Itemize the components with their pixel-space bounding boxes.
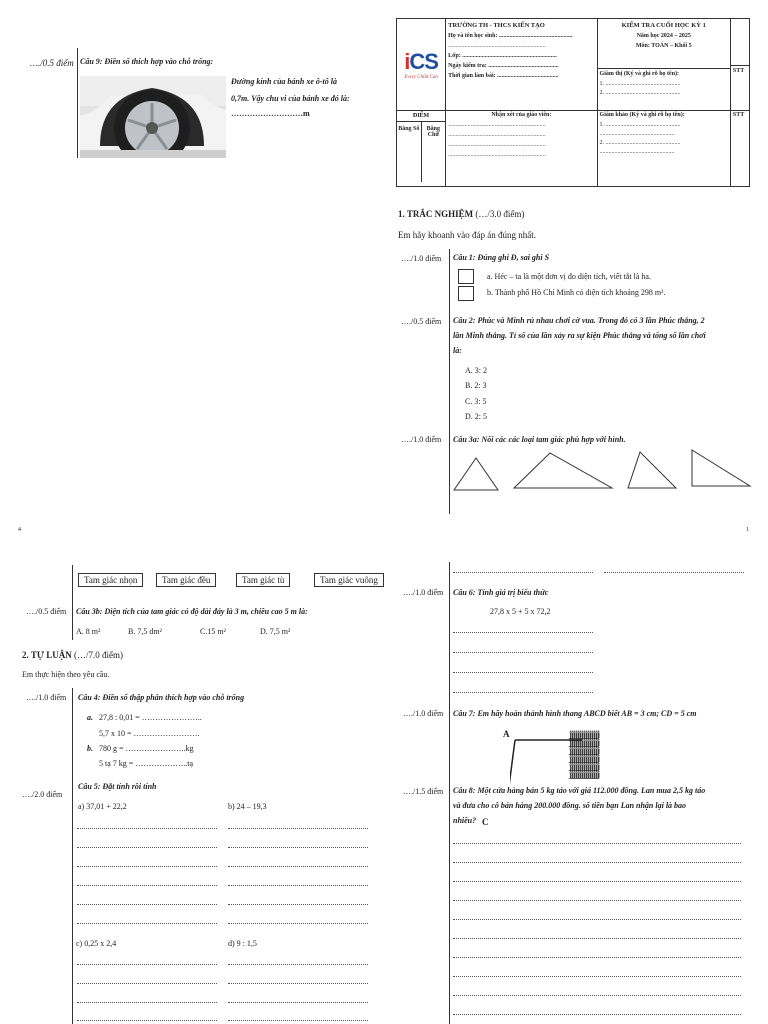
q1b-text: b. Thành phố Hồ Chí Minh có diện tích khoảng 298 m². [487, 288, 666, 297]
q9-text-1: Đường kính của bánh xe ô-tô là [231, 77, 337, 86]
part2-instruction: Em thực hiện theo yêu cầu. [22, 670, 110, 679]
part1-instruction: Em hãy khoanh vào đáp án đúng nhất. [398, 230, 536, 240]
divider [77, 48, 78, 158]
divider [72, 688, 73, 1024]
q5c: c) 0,25 x 2,4 [76, 939, 117, 948]
point-c-label: C [482, 817, 489, 827]
answer-line[interactable] [453, 938, 741, 939]
stt-label-1: STT [732, 68, 745, 74]
q1a-checkbox[interactable] [458, 269, 474, 284]
answer-line[interactable] [228, 828, 368, 829]
answer-line[interactable] [453, 862, 741, 863]
q6-expression: 27,8 x 5 + 5 x 72,2 [490, 607, 551, 616]
score-number-label: Bằng Số [397, 122, 422, 182]
q4a1[interactable]: 27,8 : 0,01 = ………………….. [99, 713, 202, 722]
q1-title: Câu 1: Đúng ghi Đ, sai ghi S [453, 253, 550, 262]
divider [449, 249, 450, 514]
score-label: ĐIỂM [397, 111, 445, 122]
q3b-option-b[interactable]: B. 7,5 dm² [128, 627, 162, 636]
answer-line[interactable] [228, 866, 368, 867]
answer-line[interactable] [453, 652, 593, 653]
answer-line[interactable] [453, 976, 741, 977]
answer-line[interactable] [228, 1002, 368, 1003]
page-number-right: 1 [746, 527, 749, 533]
q2-line-2: lần Minh thắng. Tỉ số của lần xảy ra sự kiện Phúc thắng và tổng số lần chơi [453, 331, 706, 340]
teacher-comment-label: Nhận xét của giáo viên: [491, 112, 552, 118]
label-tam-giac-tu[interactable]: Tam giác tù [236, 573, 290, 587]
answer-line[interactable] [453, 957, 741, 958]
triangle-figures [452, 448, 752, 493]
q8-line-3: nhiêu? [453, 816, 477, 825]
invigilator-line-1[interactable]: 1. .................................................. [599, 81, 681, 87]
label-tam-giac-vuong[interactable]: Tam giác vuông [314, 573, 384, 587]
triangle-right-2[interactable] [692, 450, 750, 486]
school-logo [397, 19, 446, 111]
q3b-option-a[interactable]: A. 8 m² [76, 627, 101, 636]
q6-title: Câu 6: Tính giá trị biểu thức [453, 588, 549, 597]
label-tam-giac-deu[interactable]: Tam giác đều [156, 573, 216, 587]
q9-title: Câu 9: Điền số thích hợp vào chỗ trống: [80, 57, 214, 66]
q1a-text: a. Héc – ta là một đơn vị đo diện tích, viết tắt là ha. [487, 272, 651, 281]
q4-score: …./1.0 điểm [26, 693, 67, 702]
subject: Môn: TOÁN – Khối 5 [635, 43, 692, 49]
car-wheel-image [80, 76, 226, 158]
triangle-obtuse[interactable] [514, 453, 612, 488]
q5-title: Câu 5: Đặt tính rồi tính [78, 782, 157, 791]
answer-line[interactable] [453, 919, 741, 920]
answer-line[interactable] [453, 632, 593, 633]
q2-line-1: Câu 2: Phúc và Minh rủ nhau chơi cờ vua. Trong đó có 3 lần Phúc thắng, 2 [453, 316, 705, 325]
answer-line[interactable] [228, 885, 368, 886]
q4-title: Câu 4: Điền số thập phân thích hợp vào chỗ trống [78, 693, 245, 702]
answer-line[interactable] [228, 847, 368, 848]
answer-line[interactable] [453, 572, 593, 573]
q9-score: …./0.5 điểm [30, 58, 74, 68]
answer-line[interactable] [453, 900, 741, 901]
duration-field[interactable]: Thời gian làm bài: ......................................... [448, 73, 559, 79]
q5b: b) 24 – 19,3 [228, 802, 267, 811]
answer-line[interactable] [453, 692, 593, 693]
triangle-acute[interactable] [454, 458, 498, 490]
answer-line[interactable] [453, 672, 593, 673]
answer-line[interactable] [77, 964, 217, 965]
q2-line-3: là: [453, 346, 462, 355]
answer-line[interactable] [228, 923, 368, 924]
q2-option-c[interactable]: C. 3: 5 [465, 397, 487, 406]
q1b-checkbox[interactable] [458, 286, 474, 301]
q1-score: …./1.0 điểm [401, 254, 442, 263]
logo-tagline: Every Child Can [404, 75, 438, 80]
answer-line[interactable] [77, 885, 217, 886]
point-a-label: A [503, 729, 510, 739]
exam-date-field[interactable]: Ngày kiểm tra: ............................................... [448, 63, 559, 69]
answer-line[interactable] [228, 983, 368, 984]
answer-line[interactable] [77, 1002, 217, 1003]
exam-title: KIỂM TRA CUỐI HỌC KỲ 1 [621, 22, 706, 29]
q8-line-2: và đưa cho cô bán hàng 200.000 đồng. số tiền bạn Lan nhận lại là bao [453, 801, 687, 810]
answer-line[interactable] [228, 1020, 368, 1021]
answer-line[interactable] [453, 1014, 741, 1015]
answer-line[interactable] [228, 904, 368, 905]
answer-line[interactable] [453, 995, 741, 996]
q2-option-b[interactable]: B. 2: 3 [465, 381, 487, 390]
q2-option-a[interactable]: A. 3: 2 [465, 366, 487, 375]
school-name: TRƯỜNG TH - THCS KIẾN TẠO [448, 22, 545, 29]
answer-line[interactable] [453, 881, 741, 882]
student-name-field[interactable]: Họ và tên học sinh: ................................................. [448, 33, 573, 39]
q3b-title: Câu 3b: Diện tích của tam giác có độ dài đáy là 3 m, chiều cao 5 m là: [76, 607, 308, 616]
examiner-label: Giám khảo (Ký và ghi rõ họ tên): [599, 112, 685, 118]
invigilator-label: Giám thị (Ký và ghi rõ họ tên): [599, 71, 680, 77]
q2-score: …./0.5 điểm [401, 317, 442, 326]
class-field[interactable]: Lớp: ............................................................... [448, 53, 557, 59]
score-text-label: Bằng Chữ [426, 126, 441, 138]
q3a-score: …./1.0 điểm [401, 435, 442, 444]
q2-option-d[interactable]: D. 2: 5 [465, 412, 487, 421]
q5d: d) 9 : 1,5 [228, 939, 257, 948]
answer-line[interactable] [77, 866, 217, 867]
examiner-line-2[interactable]: 2. .................................................. [599, 140, 681, 146]
q4b-label: b. [87, 744, 93, 753]
q3a-title: Câu 3a: Nối các các loại tam giác phù hợp với hình. [453, 435, 626, 444]
q3b-score: …./0.5 điểm [26, 607, 67, 616]
logo-mark: iCS [404, 49, 438, 74]
part2-heading: 2. TỰ LUẬN (…/7.0 điểm) [22, 650, 124, 660]
answer-line[interactable] [77, 983, 217, 984]
q9-answer-blank[interactable]: ………………………m [231, 109, 310, 118]
q4a-label: a. [87, 713, 93, 722]
answer-line[interactable] [77, 847, 217, 848]
answer-line[interactable] [77, 923, 217, 924]
q5-score: …./2.0 điểm [22, 790, 63, 799]
q3b-option-c[interactable]: C.15 m² [200, 627, 226, 636]
divider [449, 562, 450, 1024]
q5a: a) 37,01 + 22,2 [78, 802, 127, 811]
invigilator-line-2[interactable]: 2. .................................................. [599, 90, 681, 96]
q8-line-1: Câu 8: Một cửa hàng bán 5 kg táo với giá 112.000 đồng. Lan mua 2,5 kg táo [453, 786, 706, 795]
q4b2[interactable]: 5 tạ 7 kg = ………………..tạ [99, 759, 194, 768]
answer-line[interactable] [453, 843, 741, 844]
triangle-right[interactable] [628, 452, 676, 488]
q4b1[interactable]: 780 g = …………………..kg [99, 744, 194, 753]
q9-text-2: 0,7m. Vậy chu vi của bánh xe đó là: [231, 94, 350, 103]
q4a2[interactable]: 5,7 x 10 = ……………………. [99, 729, 200, 738]
school-year: Năm học 2024 – 2025 [636, 33, 691, 39]
examiner-line-1[interactable]: 1. .................................................. [599, 122, 681, 128]
answer-line[interactable] [77, 1020, 217, 1021]
answer-line[interactable] [77, 828, 217, 829]
part1-heading: 1. TRẮC NGHIỆM (…/3.0 điểm) [398, 209, 525, 219]
q7-score: …./1.0 điểm [403, 709, 444, 718]
label-tam-giac-nhon[interactable]: Tam giác nhọn [78, 573, 143, 587]
q6-score: …./1.0 điểm [403, 588, 444, 597]
q3b-option-d[interactable]: D. 7,5 m² [260, 627, 291, 636]
answer-line[interactable] [228, 964, 368, 965]
divider [72, 565, 73, 640]
q7-title: Câu 7: Em hãy hoàn thành hình thang ABCD biết AB = 3 cm; CD = 5 cm [453, 709, 697, 718]
exam-header-table: iCS Every Child Can TRƯỜNG TH - THCS KIẾN TẠO Họ và tên học sinh: ................................................. ................................................................. Lớp: ............................................................... Ngày kiểm tra: ............................................... Thời gian làm bài: ......................................... KIỂM TRA CUỐI HỌC KỲ 1 Năm học 2024 – 2025 Môn: TOÁN – Khối 5 Giám thị (Ký và ghi rõ họ tên): 1. .................................................. 2. .................................................. STT ĐIỂM Bằng Số Bằng Chữ Nhận xét của giáo viên: ................................................................. ................................................................. ................................................................. ................................................................. Giám khảo (Ký và ghi rõ họ tên): 1. .................................................. .................................................. 2. .................................................. .................................................. STT [396, 18, 750, 187]
stt-label-2: STT [730, 111, 749, 187]
scribble-mark: jjjjjjjjjjjjjjj jjjjjjjjjjjjjjj jjjjjjjjjjjjjjj jjjjjjjjjjjjjjj jjjjjjjjjjjjjjj jjjjjjjjjjjjjjj [569, 729, 599, 779]
page-number-left: 4 [18, 527, 21, 533]
answer-line[interactable] [604, 572, 744, 573]
q8-score: …./1.5 điểm [403, 787, 444, 796]
answer-line[interactable] [77, 904, 217, 905]
